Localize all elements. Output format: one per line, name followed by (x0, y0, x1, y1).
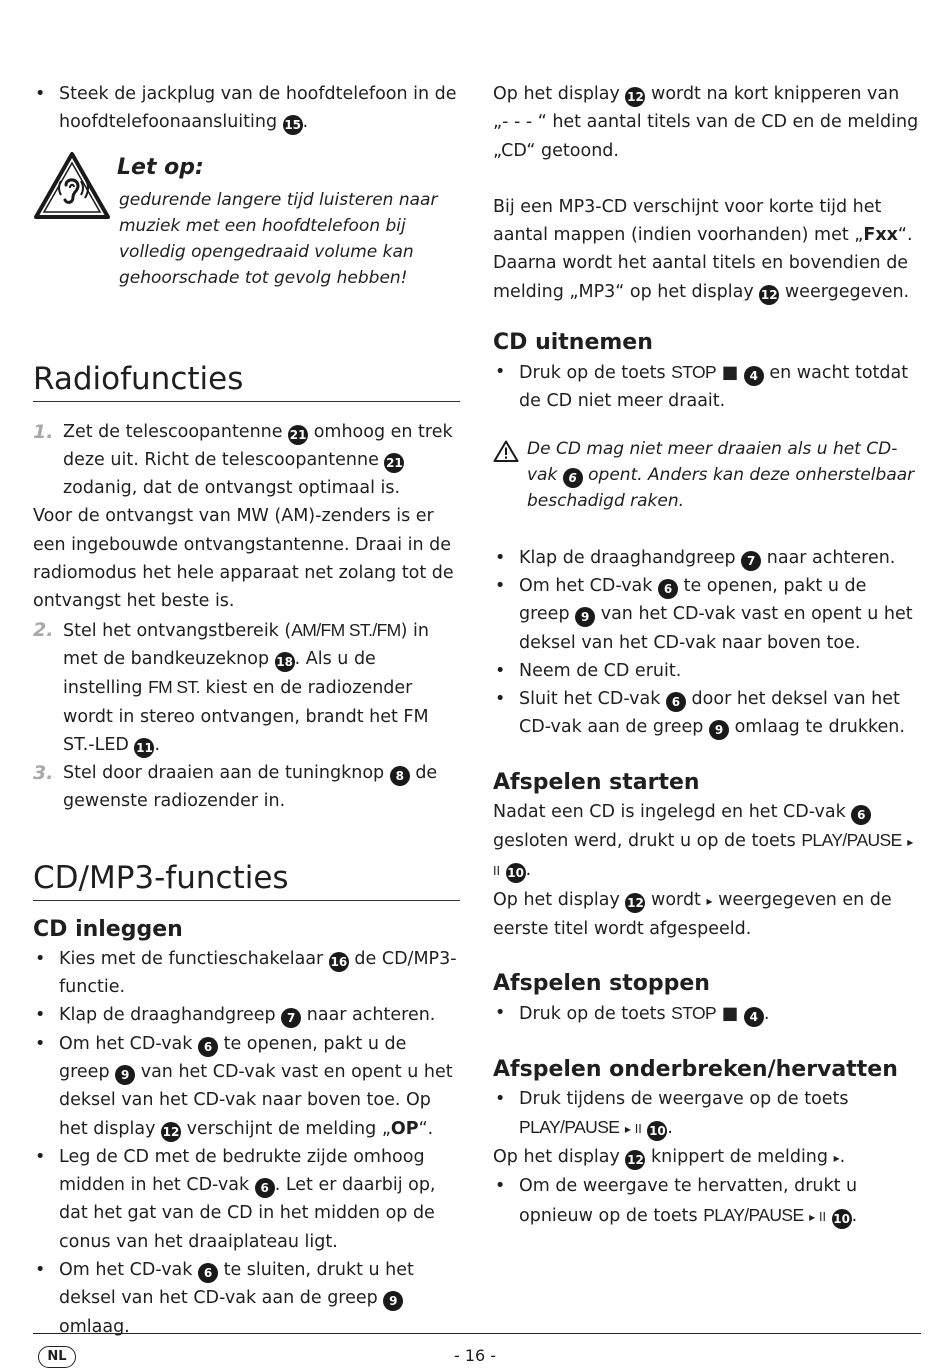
ref-number: 18 (275, 652, 295, 672)
paragraph-text: “. (897, 225, 913, 246)
play-icon: ▸ (833, 1151, 840, 1166)
ref-number: 10 (832, 1209, 852, 1229)
bullet-text: Om het CD-vak (59, 1260, 193, 1281)
key-label: STOP (671, 1003, 717, 1024)
bullet-text: Klap de draaghandgreep (519, 547, 736, 568)
bullet-text: Om het CD-vak (519, 575, 653, 596)
subheading-cd-inleggen: CD inleggen (33, 916, 183, 942)
caution-note (493, 436, 920, 514)
paragraph-text: . (839, 1147, 846, 1168)
step-text: omhoog en trek deze uit. Richt de telescoopantenne (63, 421, 453, 470)
step-text: Stel het ontvangstbereik ( (63, 620, 292, 641)
left-column (33, 80, 460, 1341)
paragraph-text: wordt na kort knipperen van „- - - “ het aantal titels van de CD en de melding „CD“ getoond. (493, 84, 919, 161)
bullet-text: “. (418, 1118, 434, 1139)
key-label: AM/FM ST./FM (291, 619, 401, 640)
bullet-text: door het deksel van het CD-vak aan de greep (519, 689, 900, 738)
bullet-text: te openen, pakt u de greep (59, 1033, 407, 1082)
ref-number: 9 (115, 1065, 135, 1085)
warning-title: Let op: (117, 154, 204, 180)
list-item (493, 999, 920, 1028)
bullet-text: van het CD-vak vast en opent u het deksel van het CD-vak naar boven toe. Op het display (59, 1061, 453, 1139)
play-pause-icon: ▸ II (809, 1209, 827, 1224)
paragraph-text: wordt (651, 889, 701, 910)
radio-step-1 (33, 418, 460, 503)
list-item (33, 1256, 460, 1341)
stop-icon: ■ (721, 1004, 739, 1025)
section-heading-cdmp3: CD/MP3-functies (33, 858, 460, 901)
play-pause-icon: ▸ II (624, 1121, 642, 1136)
paragraph-text: weergegeven. (784, 281, 910, 302)
list-item (33, 945, 460, 1002)
step-text: ) in met de bandkeuzeknop (63, 620, 430, 669)
bullet-text: en wacht totdat de CD niet meer draait. (519, 363, 909, 412)
paragraph-text: weergegeven en de eerste titel wordt afgespeeld. (493, 889, 892, 939)
bullet-text: omlaag. (59, 1316, 130, 1337)
bullet-text: Sluit het CD-vak (519, 689, 661, 710)
list-item (493, 358, 920, 416)
mp3-paragraph (493, 193, 920, 250)
ref-number: 6 (666, 692, 686, 712)
key-label: PLAY/PAUSE (801, 830, 902, 851)
list-item (493, 572, 920, 657)
pause-display-paragraph (493, 1143, 920, 1172)
ref-number: 12 (759, 285, 779, 305)
ref-number: 12 (625, 1150, 645, 1170)
step-text: Stel door draaien aan de tuningknop (63, 763, 385, 784)
bullet-text: omlaag te drukken. (734, 717, 905, 738)
ref-number: 10 (506, 863, 526, 883)
step-text: de gewenste radiozender in. (63, 763, 438, 812)
footer-divider (33, 1333, 921, 1334)
display-code: Fxx (863, 225, 898, 246)
list-item (493, 544, 920, 572)
bullet-text: Steek de jackplug van de hoofdtelefoon in de hoofdtelefoonaansluiting (59, 84, 457, 133)
bullet-text: Neem de CD eruit. (519, 660, 682, 681)
list-item (493, 657, 920, 685)
bullet-text: van het CD-vak vast en opent u het deksel van het CD-vak naar boven toe. (519, 604, 913, 653)
bullet-text: Kies met de functieschakelaar (59, 948, 324, 969)
key-label: FM ST. (148, 677, 200, 698)
ref-number: 6 (255, 1178, 275, 1198)
ref-number: 4 (744, 1007, 764, 1027)
caution-icon (493, 440, 519, 462)
display-code: OP (390, 1118, 419, 1139)
bullet-text: Om de weergave te hervatten, drukt u opnieuw op de toets (519, 1176, 858, 1226)
bullet-text: te openen, pakt u de greep (519, 575, 867, 625)
paragraph-text: . (525, 860, 532, 881)
ref-number: 9 (709, 720, 729, 740)
ref-number: 9 (575, 607, 595, 627)
bullet-text: naar achteren. (306, 1005, 436, 1026)
step-number: 3. (33, 762, 54, 785)
paragraph-text: gesloten werd, drukt u op de toets (493, 831, 796, 852)
ref-number: 6 (198, 1263, 218, 1283)
ref-number: 7 (281, 1008, 301, 1028)
stop-icon: ■ (721, 363, 739, 384)
subheading-afspelen-starten: Afspelen starten (493, 769, 700, 795)
punct: . (302, 112, 309, 133)
display-paragraph (493, 80, 920, 165)
play-icon: ▸ (706, 893, 713, 908)
step-text: zodanig, dat de ontvangst optimaal is. (63, 478, 401, 499)
ref-number: 12 (625, 893, 645, 913)
ref-number: 8 (390, 766, 410, 786)
ref-number: 10 (647, 1121, 667, 1141)
paragraph-text: Bij een MP3-CD verschijnt voor korte tijd het aantal mappen (indien voorhanden) met „ (493, 196, 882, 246)
step-text: . (154, 734, 161, 755)
ref-number: 4 (744, 366, 764, 386)
ref-number: 6 (658, 579, 678, 599)
paragraph-text: Op het display (493, 84, 620, 104)
step-text: Zet de telescoopantenne (63, 421, 283, 442)
paragraph-text: Daarna wordt het aantal titels en bovendien de melding „MP3“ op het display (493, 253, 909, 302)
play-pause-icon: ▸ II (493, 835, 914, 879)
headphone-bullet (33, 80, 460, 137)
bullet-text: Klap de draaghandgreep (59, 1005, 276, 1026)
page-number: - 16 - (453, 1346, 497, 1365)
ref-number: 6 (198, 1037, 218, 1057)
radio-step-2 (33, 616, 460, 759)
key-label: PLAY/PAUSE (703, 1204, 804, 1225)
bullet-text: Druk op de toets (519, 363, 666, 384)
step-text: . Als u de instelling (63, 648, 376, 699)
bullet-text: Om het CD-vak (59, 1033, 193, 1054)
start-display-paragraph (493, 886, 920, 944)
ref-number: 12 (161, 1122, 181, 1142)
list-item (33, 1143, 460, 1256)
hearing-warning-icon (33, 151, 111, 221)
key-label: STOP (671, 362, 717, 383)
subheading-cd-uitnemen: CD uitnemen (493, 330, 653, 356)
hearing-warning (33, 151, 460, 311)
start-paragraph (493, 798, 920, 886)
list-item (33, 1001, 460, 1029)
ref-number: 6 (851, 805, 871, 825)
subheading-afspelen-onderbreken: Afspelen onderbreken/hervatten (493, 1056, 898, 1082)
bullet-text: verschijnt de melding „ (186, 1118, 391, 1139)
ref-number: 11 (134, 738, 154, 758)
ref-number: 9 (383, 1291, 403, 1311)
bullet-text: te sluiten, drukt u het deksel van het CD-vak aan de greep (59, 1260, 414, 1309)
ref-number: 6 (563, 468, 583, 488)
list-item (33, 1030, 460, 1143)
ref-number: 15 (283, 115, 303, 135)
ref-number: 12 (625, 87, 645, 107)
paragraph-text: knippert de melding (651, 1147, 829, 1168)
mp3-titles-paragraph (493, 249, 920, 306)
warning-text: gedurende langere tijd luisteren naar muziek met een hoofdtelefoon bij volledig opengedraaid volume kan gehoorschade tot gevolg hebben! (119, 189, 438, 288)
bullet-text: . (667, 1117, 673, 1138)
radio-step-3 (33, 759, 460, 816)
paragraph-text: Op het display (493, 889, 620, 910)
ref-number: 21 (288, 425, 308, 445)
bullet-text: naar achteren. (766, 547, 896, 568)
caution-text: De CD mag niet meer draaien als u het CD-vak (527, 438, 898, 485)
language-badge: NL (38, 1346, 76, 1368)
radio-am-paragraph: Voor de ontvangst van MW (AM)-zenders is er een ingebouwde ontvangstantenne. Draai in de radiomodus het hele apparaat net zolang tot de ontvangst het beste is. (33, 506, 454, 612)
paragraph-text: Nadat een CD is ingelegd en het CD-vak (493, 801, 846, 822)
bullet-text: . Let er daarbij op, dat het gat van de CD in het midden op de conus van het draaiplateau ligt. (59, 1175, 436, 1252)
step-number: 2. (33, 618, 54, 641)
right-column (493, 80, 920, 1231)
bullet-text: Druk op de toets (519, 1004, 666, 1025)
bullet-text: Leg de CD met de bedrukte zijde omhoog midden in het CD-vak (59, 1146, 425, 1196)
caution-text: opent. Anders kan deze onherstelbaar beschadigd raken. (527, 464, 915, 511)
paragraph-text: Op het display (493, 1147, 620, 1168)
bullet-text: Druk tijdens de weergave op de toets (519, 1088, 849, 1109)
key-label: PLAY/PAUSE (519, 1116, 620, 1137)
list-item (493, 1085, 920, 1144)
bullet-text: . (851, 1205, 858, 1226)
section-heading-radio: Radiofuncties (33, 359, 460, 402)
bullet-text: . (763, 1004, 770, 1025)
ref-number: 7 (741, 551, 761, 571)
list-item (493, 685, 920, 742)
list-item (493, 1172, 920, 1231)
step-number: 1. (33, 420, 54, 443)
step-text: kiest en de radiozender wordt in stereo ontvangen, brandt het FM ST.-LED (63, 678, 429, 755)
bullet-text: de CD/MP3-functie. (59, 948, 457, 998)
ref-number: 16 (329, 952, 349, 972)
subheading-afspelen-stoppen: Afspelen stoppen (493, 971, 710, 997)
ref-number: 21 (384, 453, 404, 473)
